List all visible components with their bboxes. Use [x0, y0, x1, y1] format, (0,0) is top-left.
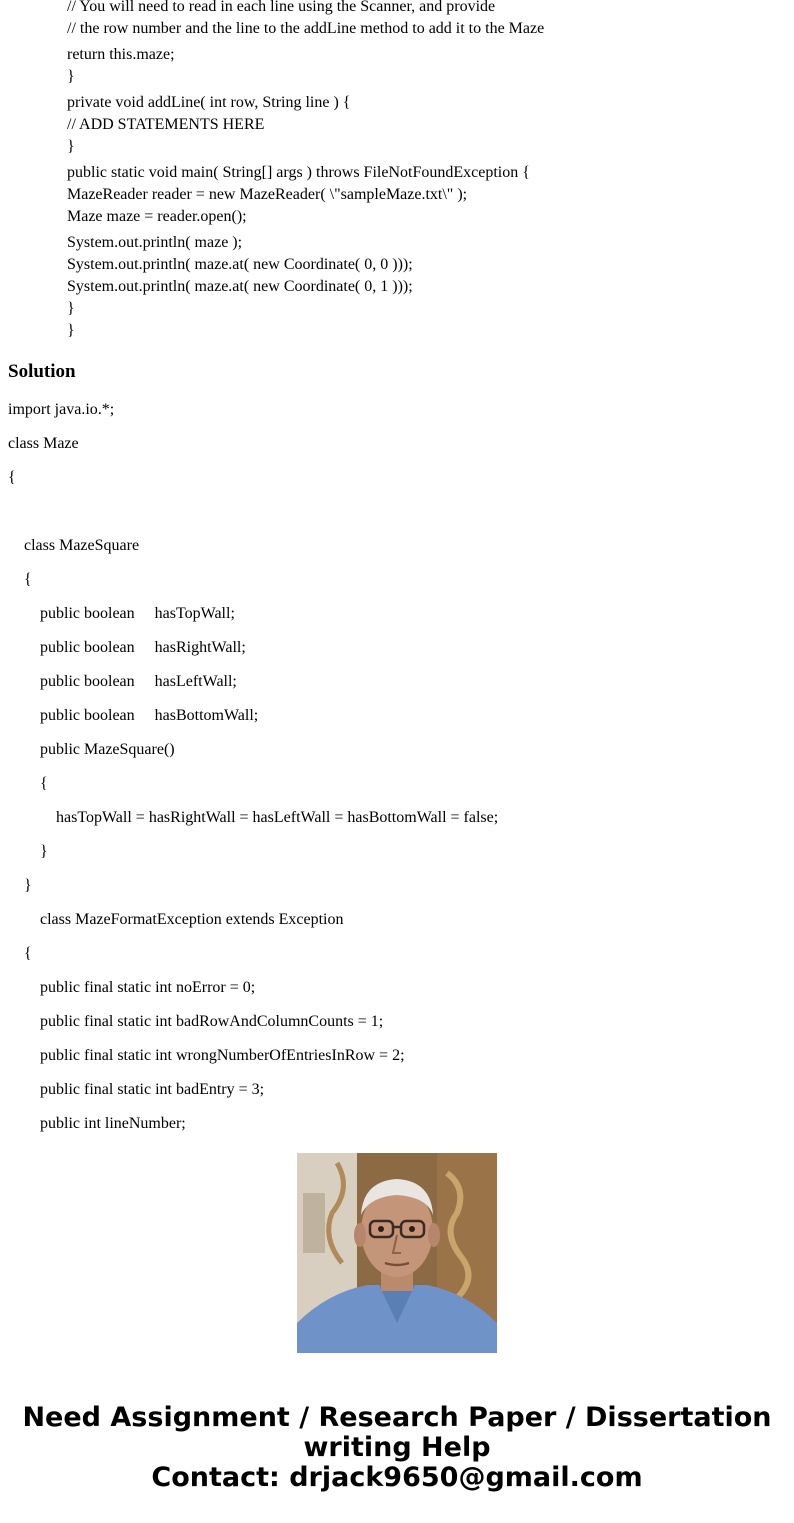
code-line: }	[40, 843, 48, 860]
code-line: class MazeFormatException extends Exception	[40, 911, 344, 928]
promo-banner	[0, 1403, 794, 1493]
code-line: }	[67, 300, 75, 317]
code-line: class MazeSquare	[24, 537, 140, 554]
code-line: Maze maze = reader.open();	[67, 208, 247, 225]
code-line: public boolean hasLeftWall;	[40, 673, 237, 690]
code-line: {	[8, 469, 16, 486]
code-line: {	[40, 775, 48, 792]
code-line: }	[67, 138, 75, 155]
tutor-avatar	[297, 1153, 497, 1353]
code-line: public final static int badEntry = 3;	[40, 1081, 265, 1098]
code-line: System.out.println( maze.at( new Coordinate( 0, 1 )));	[67, 278, 413, 295]
code-line: import java.io.*;	[8, 401, 115, 418]
tutor-photo-icon	[297, 1153, 497, 1353]
code-line: {	[24, 571, 32, 588]
code-line: public final static int wrongNumberOfEntriesInRow = 2;	[40, 1047, 405, 1064]
code-line: return this.maze;	[67, 46, 175, 63]
code-line: hasTopWall = hasRightWall = hasLeftWall = hasBottomWall = false;	[56, 809, 499, 826]
code-line: public MazeSquare()	[40, 741, 175, 758]
code-line: public static void main( String[] args ) throws FileNotFoundException {	[67, 164, 530, 181]
code-line: // the row number and the line to the addLine method to add it to the Maze	[67, 20, 545, 37]
promo-line: writing Help	[303, 1432, 491, 1463]
code-line: }	[67, 322, 75, 339]
code-line: public final static int badRowAndColumnCounts = 1;	[40, 1013, 384, 1030]
code-line: }	[67, 68, 75, 85]
code-line: public boolean hasBottomWall;	[40, 707, 259, 724]
code-line: }	[24, 877, 32, 894]
code-line: class Maze	[8, 435, 79, 452]
code-line: public boolean hasTopWall;	[40, 605, 235, 622]
code-line: public boolean hasRightWall;	[40, 639, 246, 656]
code-line: // ADD STATEMENTS HERE	[67, 116, 265, 133]
code-line: MazeReader reader = new MazeReader( \"sampleMaze.txt\" );	[67, 186, 468, 203]
code-line: public final static int noError = 0;	[40, 979, 256, 996]
code-line: System.out.println( maze.at( new Coordinate( 0, 0 )));	[67, 256, 413, 273]
code-line: {	[24, 945, 32, 962]
code-line: // You will need to read in each line using the Scanner, and provide	[67, 0, 496, 15]
answer-code-block	[0, 398, 794, 1132]
solution-heading: Solution	[8, 361, 76, 382]
code-line: private void addLine( int row, String line ) {	[67, 94, 351, 111]
promo-contact: Contact: drjack9650@gmail.com	[151, 1462, 643, 1493]
code-line: System.out.println( maze );	[67, 234, 243, 251]
code-line: public int lineNumber;	[40, 1115, 186, 1132]
promo-line: Need Assignment / Research Paper / Dissertation	[22, 1402, 772, 1433]
